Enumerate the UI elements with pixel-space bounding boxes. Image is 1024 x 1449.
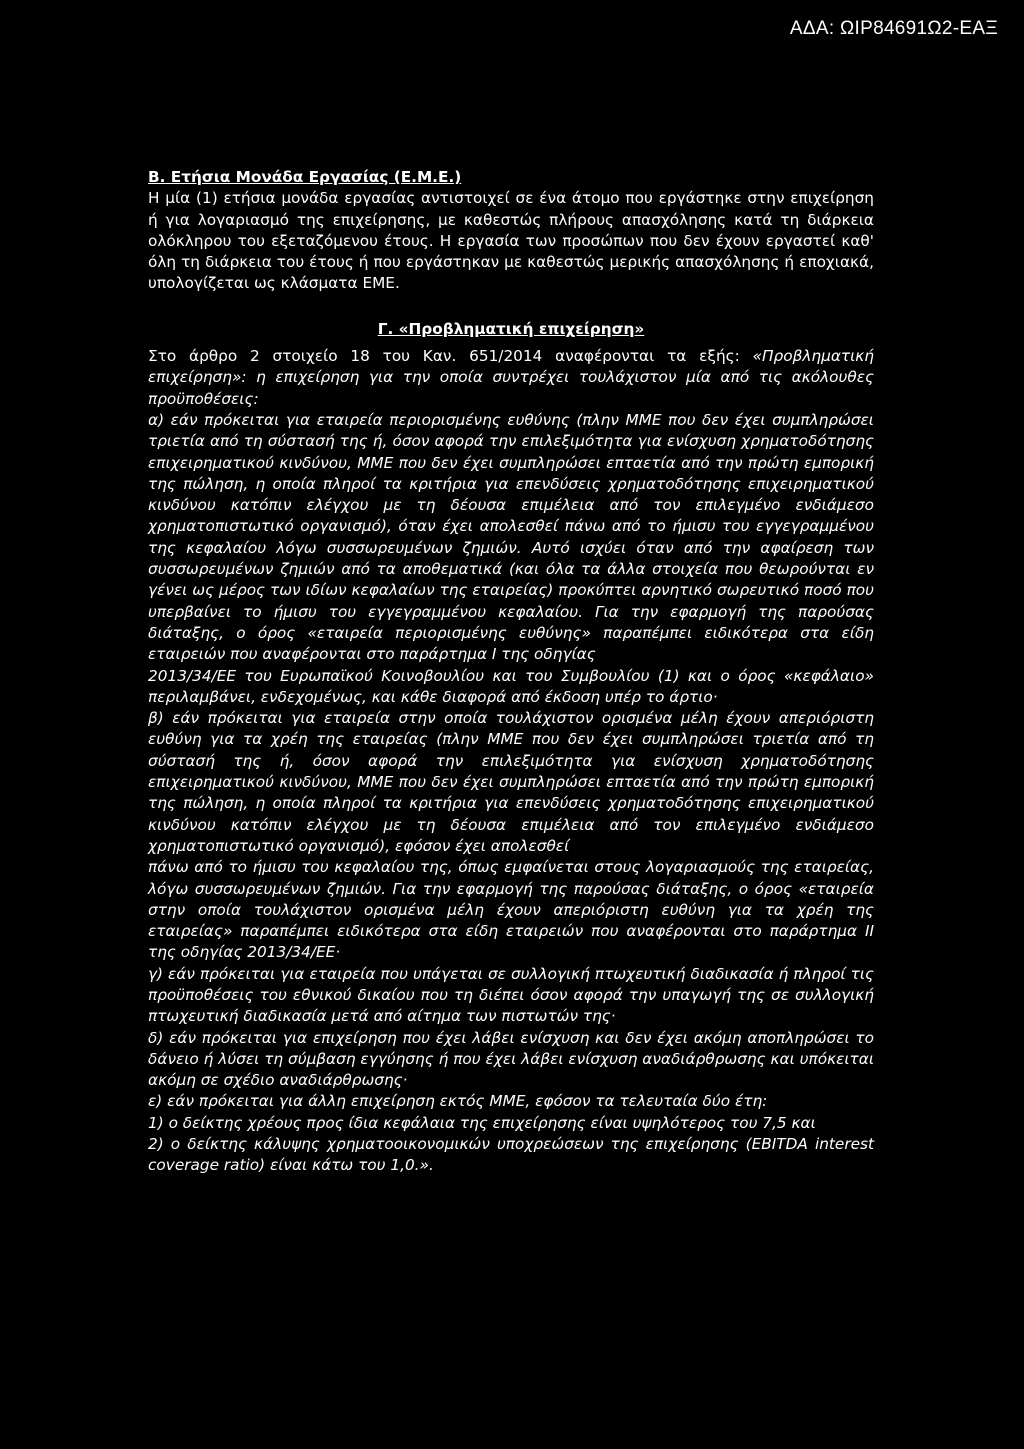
item-d: δ) εάν πρόκειται για επιχείρηση που έχει λάβει ενίσχυση και δεν έχει ακόμη αποπληρώσει το δάνειο ή λύσει τη σύμβαση εγγύησης ή που έχει λάβει ενίσχυση αναδιάρθρωσης και υπόκειται ακόμη σε σχέδιο αναδιάρθρωσης· (148, 1028, 874, 1090)
section-g-intro-italic: «Προβληματική επιχείρηση»: η επιχείρηση για την οποία συντρέχει τουλάχιστον μία από τις ακόλουθες προϋποθέσεις: (148, 347, 874, 408)
item-a-continued: 2013/34/ΕΕ του Ευρωπαϊκού Κοινοβουλίου και του Συμβουλίου (1) και ο όρος «κεφάλαιο» περιλαμβάνει, ενδεχομένως, και κάθε διαφορά από έκδοση υπέρ το άρτιο· (148, 666, 874, 706)
item-a: α) εάν πρόκειται για εταιρεία περιορισμένης ευθύνης (πλην ΜΜΕ που δεν έχει συμπληρώσει τριετία από τη σύστασή της ή, όσον αφορά την επιλεξιμότητα για ενίσχυση χρηματοδότησης επιχειρηματικού κινδύνου, ΜΜΕ που δεν έχει συμπληρώσει επταετία από την πρώτη εμπορική της πώληση, η οποία πληροί τα κριτήρια για επενδύσεις χρηματοδότησης επιχειρηματικού κινδύνου κατόπιν ελέγχου με τη δέουσα επιμέλεια από τον επιλεγμένο ενδιάμεσο χρηματοπιστωτικό οργανισμό), όταν έχει απολεσθεί πάνω από το ήμισυ του εγγεγραμμένου της κεφαλαίου λόγω συσσωρευμένων ζημιών. Αυτό ισχύει όταν από την αφαίρεση των συσσωρευμένων ζημιών από τα αποθεματικά (και όλα τα άλλα στοιχεία που θεωρούνται εν γένει ως μέρος των ιδίων κεφαλαίων της εταιρείας) προκύπτει αρνητικό σωρευτικό ποσό που υπερβαίνει το ήμισυ του εγγεγραμμένου κεφαλαίου. Για την εφαρμογή της παρούσας διάταξης, ο όρος «εταιρεία περιορισμένης ευθύνης» παραπέμπει ειδικότερα στα είδη εταιρειών που αναφέρονται στο παράρτημα I της οδηγίας (148, 410, 874, 664)
section-b-paragraph: Η μία (1) ετήσια μονάδα εργασίας αντιστοιχεί σε ένα άτομο που εργάστηκε στην επιχείρηση ή για λογαριασμό της επιχείρησης, με καθεστώς πλήρους απασχόλησης κατά τη διάρκεια ολόκληρου του εξεταζόμενου έτους. Η εργασία των προσώπων που δεν έχουν εργαστεί καθ' όλη τη διάρκεια του έτους ή που εργάστηκαν με καθεστώς μερικής απασχόλησης ή εποχιακά, υπολογίζεται ως κλάσματα ΕΜΕ. (148, 189, 874, 293)
section-g-intro-plain: Στο άρθρο 2 στοιχείο 18 του Καν. 651/2014 αναφέρονται τα εξής: (148, 347, 753, 366)
item-e: ε) εάν πρόκειται για άλλη επιχείρηση εκτός ΜΜΕ, εφόσον τα τελευταία δύο έτη: (148, 1092, 768, 1111)
item-c: γ) εάν πρόκειται για εταιρεία που υπάγεται σε συλλογική πτωχευτική διαδικασία ή πληροί τις προϋποθέσεις του εθνικού δικαίου που τη διέπει όσον αφορά την υπαγωγή της σε συλλογική πτωχευτική διαδικασία μετά από αίτημα των πιστωτών της· (148, 964, 874, 1026)
item-e-2: 2) ο δείκτης κάλυψης χρηματοοικονομικών υποχρεώσεων της επιχείρησης (EBITDA interest coverage ratio) είναι κάτω του 1,0.». (148, 1135, 874, 1175)
section-g-intro (148, 346, 874, 410)
item-b-continued: πάνω από το ήμισυ του κεφαλαίου της, όπως εμφαίνεται στους λογαριασμούς της εταιρείας, λόγω συσσωρευμένων ζημιών. Για την εφαρμογή της παρούσας διάταξης, ο όρος «εταιρεία στην οποία τουλάχιστον ορισμένα μέλη έχουν απεριόριστη ευθύνη για τα χρέη της εταιρείας» παραπέμπει ειδικότερα στα είδη εταιρειών που αναφέρονται στο παράρτημα II της οδηγίας 2013/34/ΕΕ· (148, 858, 874, 962)
item-e-1: 1) ο δείκτης χρέους προς ίδια κεφάλαια της επιχείρησης είναι υψηλότερος του 7,5 και (148, 1113, 816, 1132)
document-body (148, 167, 874, 1177)
section-b-heading: Β. Ετήσια Μονάδα Εργασίας (Ε.Μ.Ε.) (148, 168, 462, 186)
section-g-heading: Γ. «Προβληματική επιχείρηση» (377, 319, 645, 338)
item-b: β) εάν πρόκειται για εταιρεία στην οποία τουλάχιστον ορισμένα μέλη έχουν απεριόριστη ευθύνη για τα χρέη της εταιρείας (πλην ΜΜΕ που δεν έχει συμπληρώσει τριετία από τη σύστασή της ή, όσον αφορά την επιλεξιμότητα για ενίσχυση χρηματοδότησης επιχειρηματικού κινδύνου, ΜΜΕ που δεν έχει συμπληρώσει επταετία από την πρώτη εμπορική της πώληση, η οποία πληροί τα κριτήρια για επενδύσεις χρηματοδότησης επιχειρηματικού κινδύνου κατόπιν ελέγχου με τη δέουσα επιμέλεια από τον επιλεγμένο ενδιάμεσο χρηματοπιστωτικό οργανισμό), εφόσον έχει απολεσθεί (148, 709, 874, 855)
ada-identifier: ΑΔΑ: ΩΙΡ84691Ω2-ΕΑΞ (789, 18, 998, 39)
